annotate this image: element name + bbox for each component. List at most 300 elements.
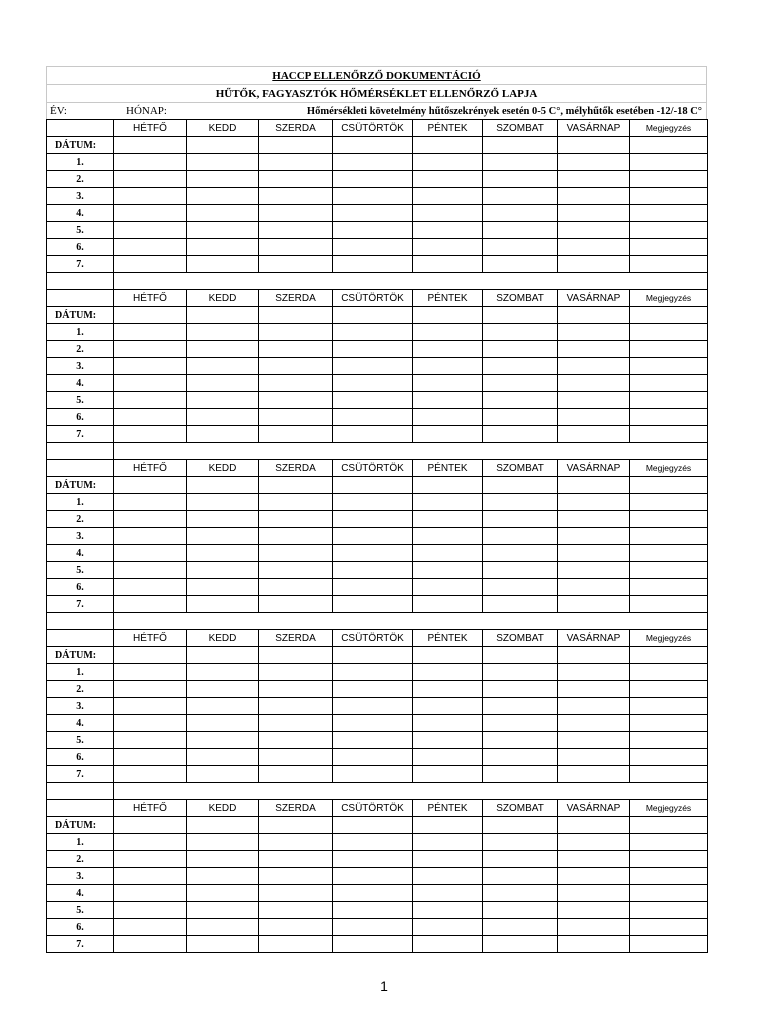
entry-cell[interactable] (558, 562, 630, 579)
entry-cell[interactable] (558, 426, 630, 443)
entry-cell[interactable] (483, 902, 558, 919)
entry-cell[interactable] (187, 545, 259, 562)
entry-cell[interactable] (483, 341, 558, 358)
entry-cell[interactable] (413, 341, 483, 358)
entry-cell[interactable] (333, 868, 413, 885)
entry-cell[interactable] (558, 698, 630, 715)
entry-cell[interactable] (187, 749, 259, 766)
entry-cell[interactable] (333, 426, 413, 443)
entry-cell[interactable] (483, 766, 558, 783)
entry-cell[interactable] (259, 358, 333, 375)
entry-cell[interactable] (630, 545, 708, 562)
entry-cell[interactable] (558, 222, 630, 239)
entry-cell[interactable] (483, 409, 558, 426)
entry-cell[interactable] (630, 596, 708, 613)
entry-cell[interactable] (483, 732, 558, 749)
entry-cell[interactable] (413, 256, 483, 273)
entry-cell[interactable] (558, 545, 630, 562)
entry-cell[interactable] (630, 834, 708, 851)
entry-cell[interactable] (413, 919, 483, 936)
entry-cell[interactable] (114, 749, 187, 766)
entry-cell[interactable] (259, 715, 333, 732)
date-cell[interactable] (114, 647, 187, 664)
entry-cell[interactable] (333, 936, 413, 953)
entry-cell[interactable] (114, 545, 187, 562)
entry-cell[interactable] (333, 919, 413, 936)
date-cell[interactable] (558, 817, 630, 834)
date-cell[interactable] (259, 817, 333, 834)
entry-cell[interactable] (259, 766, 333, 783)
entry-cell[interactable] (333, 579, 413, 596)
entry-cell[interactable] (259, 868, 333, 885)
entry-cell[interactable] (558, 715, 630, 732)
entry-cell[interactable] (630, 324, 708, 341)
entry-cell[interactable] (558, 681, 630, 698)
entry-cell[interactable] (187, 562, 259, 579)
entry-cell[interactable] (483, 188, 558, 205)
entry-cell[interactable] (630, 154, 708, 171)
entry-cell[interactable] (259, 154, 333, 171)
entry-cell[interactable] (333, 885, 413, 902)
entry-cell[interactable] (259, 749, 333, 766)
entry-cell[interactable] (114, 426, 187, 443)
entry-cell[interactable] (413, 664, 483, 681)
entry-cell[interactable] (259, 851, 333, 868)
entry-cell[interactable] (259, 375, 333, 392)
entry-cell[interactable] (187, 188, 259, 205)
entry-cell[interactable] (333, 851, 413, 868)
entry-cell[interactable] (333, 375, 413, 392)
entry-cell[interactable] (333, 596, 413, 613)
date-cell[interactable] (630, 817, 708, 834)
entry-cell[interactable] (483, 579, 558, 596)
entry-cell[interactable] (187, 239, 259, 256)
entry-cell[interactable] (114, 171, 187, 188)
entry-cell[interactable] (114, 409, 187, 426)
entry-cell[interactable] (630, 341, 708, 358)
entry-cell[interactable] (558, 834, 630, 851)
date-cell[interactable] (187, 647, 259, 664)
date-cell[interactable] (333, 307, 413, 324)
entry-cell[interactable] (630, 851, 708, 868)
entry-cell[interactable] (114, 715, 187, 732)
entry-cell[interactable] (333, 341, 413, 358)
entry-cell[interactable] (558, 885, 630, 902)
entry-cell[interactable] (630, 715, 708, 732)
entry-cell[interactable] (483, 715, 558, 732)
entry-cell[interactable] (187, 341, 259, 358)
entry-cell[interactable] (483, 664, 558, 681)
entry-cell[interactable] (187, 715, 259, 732)
entry-cell[interactable] (558, 664, 630, 681)
date-cell[interactable] (333, 137, 413, 154)
entry-cell[interactable] (630, 562, 708, 579)
date-cell[interactable] (333, 477, 413, 494)
entry-cell[interactable] (413, 239, 483, 256)
date-cell[interactable] (259, 477, 333, 494)
entry-cell[interactable] (413, 681, 483, 698)
entry-cell[interactable] (333, 681, 413, 698)
entry-cell[interactable] (630, 528, 708, 545)
entry-cell[interactable] (187, 902, 259, 919)
entry-cell[interactable] (259, 902, 333, 919)
entry-cell[interactable] (630, 919, 708, 936)
entry-cell[interactable] (259, 732, 333, 749)
entry-cell[interactable] (114, 511, 187, 528)
entry-cell[interactable] (413, 902, 483, 919)
date-cell[interactable] (558, 307, 630, 324)
entry-cell[interactable] (259, 426, 333, 443)
entry-cell[interactable] (333, 715, 413, 732)
entry-cell[interactable] (483, 511, 558, 528)
date-cell[interactable] (483, 647, 558, 664)
entry-cell[interactable] (259, 545, 333, 562)
entry-cell[interactable] (558, 919, 630, 936)
entry-cell[interactable] (259, 222, 333, 239)
entry-cell[interactable] (259, 528, 333, 545)
date-cell[interactable] (483, 477, 558, 494)
date-cell[interactable] (630, 477, 708, 494)
entry-cell[interactable] (114, 528, 187, 545)
entry-cell[interactable] (483, 528, 558, 545)
entry-cell[interactable] (333, 511, 413, 528)
entry-cell[interactable] (187, 766, 259, 783)
date-cell[interactable] (413, 647, 483, 664)
entry-cell[interactable] (413, 562, 483, 579)
entry-cell[interactable] (333, 171, 413, 188)
entry-cell[interactable] (558, 902, 630, 919)
entry-cell[interactable] (413, 579, 483, 596)
entry-cell[interactable] (259, 511, 333, 528)
entry-cell[interactable] (413, 868, 483, 885)
entry-cell[interactable] (558, 239, 630, 256)
entry-cell[interactable] (259, 494, 333, 511)
entry-cell[interactable] (558, 341, 630, 358)
entry-cell[interactable] (333, 545, 413, 562)
entry-cell[interactable] (114, 205, 187, 222)
entry-cell[interactable] (413, 154, 483, 171)
entry-cell[interactable] (187, 936, 259, 953)
entry-cell[interactable] (114, 834, 187, 851)
entry-cell[interactable] (259, 834, 333, 851)
entry-cell[interactable] (483, 885, 558, 902)
entry-cell[interactable] (114, 579, 187, 596)
entry-cell[interactable] (187, 885, 259, 902)
entry-cell[interactable] (259, 681, 333, 698)
entry-cell[interactable] (630, 664, 708, 681)
entry-cell[interactable] (558, 154, 630, 171)
entry-cell[interactable] (259, 205, 333, 222)
entry-cell[interactable] (483, 222, 558, 239)
date-cell[interactable] (413, 307, 483, 324)
entry-cell[interactable] (114, 392, 187, 409)
entry-cell[interactable] (558, 732, 630, 749)
entry-cell[interactable] (630, 766, 708, 783)
entry-cell[interactable] (333, 409, 413, 426)
date-cell[interactable] (483, 137, 558, 154)
entry-cell[interactable] (187, 222, 259, 239)
date-cell[interactable] (114, 307, 187, 324)
entry-cell[interactable] (483, 834, 558, 851)
entry-cell[interactable] (413, 358, 483, 375)
entry-cell[interactable] (187, 511, 259, 528)
entry-cell[interactable] (187, 392, 259, 409)
entry-cell[interactable] (413, 222, 483, 239)
entry-cell[interactable] (333, 562, 413, 579)
entry-cell[interactable] (187, 732, 259, 749)
date-cell[interactable] (413, 477, 483, 494)
entry-cell[interactable] (630, 392, 708, 409)
entry-cell[interactable] (114, 188, 187, 205)
entry-cell[interactable] (259, 392, 333, 409)
entry-cell[interactable] (413, 834, 483, 851)
entry-cell[interactable] (114, 596, 187, 613)
entry-cell[interactable] (413, 885, 483, 902)
entry-cell[interactable] (259, 256, 333, 273)
entry-cell[interactable] (413, 375, 483, 392)
entry-cell[interactable] (259, 579, 333, 596)
entry-cell[interactable] (114, 732, 187, 749)
date-cell[interactable] (483, 817, 558, 834)
entry-cell[interactable] (187, 324, 259, 341)
entry-cell[interactable] (333, 732, 413, 749)
entry-cell[interactable] (558, 749, 630, 766)
entry-cell[interactable] (259, 936, 333, 953)
entry-cell[interactable] (630, 681, 708, 698)
entry-cell[interactable] (630, 732, 708, 749)
entry-cell[interactable] (558, 579, 630, 596)
date-cell[interactable] (114, 817, 187, 834)
entry-cell[interactable] (114, 936, 187, 953)
entry-cell[interactable] (259, 664, 333, 681)
entry-cell[interactable] (630, 239, 708, 256)
entry-cell[interactable] (483, 205, 558, 222)
entry-cell[interactable] (630, 885, 708, 902)
entry-cell[interactable] (187, 256, 259, 273)
entry-cell[interactable] (558, 171, 630, 188)
entry-cell[interactable] (114, 919, 187, 936)
entry-cell[interactable] (558, 766, 630, 783)
entry-cell[interactable] (333, 222, 413, 239)
entry-cell[interactable] (630, 936, 708, 953)
date-cell[interactable] (413, 137, 483, 154)
entry-cell[interactable] (187, 698, 259, 715)
entry-cell[interactable] (483, 358, 558, 375)
entry-cell[interactable] (187, 579, 259, 596)
entry-cell[interactable] (333, 698, 413, 715)
entry-cell[interactable] (259, 409, 333, 426)
entry-cell[interactable] (259, 341, 333, 358)
entry-cell[interactable] (558, 868, 630, 885)
entry-cell[interactable] (413, 528, 483, 545)
entry-cell[interactable] (558, 205, 630, 222)
entry-cell[interactable] (483, 562, 558, 579)
entry-cell[interactable] (187, 205, 259, 222)
entry-cell[interactable] (630, 749, 708, 766)
entry-cell[interactable] (483, 324, 558, 341)
date-cell[interactable] (187, 817, 259, 834)
entry-cell[interactable] (483, 375, 558, 392)
entry-cell[interactable] (259, 239, 333, 256)
entry-cell[interactable] (630, 409, 708, 426)
entry-cell[interactable] (187, 154, 259, 171)
entry-cell[interactable] (558, 409, 630, 426)
entry-cell[interactable] (259, 596, 333, 613)
entry-cell[interactable] (333, 256, 413, 273)
entry-cell[interactable] (187, 664, 259, 681)
entry-cell[interactable] (558, 392, 630, 409)
date-cell[interactable] (630, 647, 708, 664)
entry-cell[interactable] (413, 749, 483, 766)
entry-cell[interactable] (187, 426, 259, 443)
entry-cell[interactable] (413, 426, 483, 443)
entry-cell[interactable] (558, 511, 630, 528)
entry-cell[interactable] (114, 902, 187, 919)
entry-cell[interactable] (114, 562, 187, 579)
entry-cell[interactable] (187, 171, 259, 188)
entry-cell[interactable] (333, 324, 413, 341)
entry-cell[interactable] (558, 596, 630, 613)
date-cell[interactable] (259, 307, 333, 324)
entry-cell[interactable] (114, 766, 187, 783)
entry-cell[interactable] (630, 171, 708, 188)
entry-cell[interactable] (630, 426, 708, 443)
entry-cell[interactable] (558, 851, 630, 868)
entry-cell[interactable] (114, 239, 187, 256)
entry-cell[interactable] (187, 358, 259, 375)
entry-cell[interactable] (187, 375, 259, 392)
entry-cell[interactable] (483, 426, 558, 443)
date-cell[interactable] (333, 647, 413, 664)
entry-cell[interactable] (483, 239, 558, 256)
entry-cell[interactable] (333, 528, 413, 545)
entry-cell[interactable] (413, 715, 483, 732)
entry-cell[interactable] (483, 868, 558, 885)
entry-cell[interactable] (413, 936, 483, 953)
entry-cell[interactable] (114, 256, 187, 273)
date-cell[interactable] (630, 307, 708, 324)
entry-cell[interactable] (630, 375, 708, 392)
entry-cell[interactable] (114, 324, 187, 341)
date-cell[interactable] (558, 647, 630, 664)
entry-cell[interactable] (114, 358, 187, 375)
entry-cell[interactable] (558, 358, 630, 375)
entry-cell[interactable] (333, 205, 413, 222)
entry-cell[interactable] (630, 579, 708, 596)
entry-cell[interactable] (114, 868, 187, 885)
date-cell[interactable] (333, 817, 413, 834)
entry-cell[interactable] (558, 528, 630, 545)
entry-cell[interactable] (114, 375, 187, 392)
entry-cell[interactable] (114, 222, 187, 239)
entry-cell[interactable] (630, 698, 708, 715)
entry-cell[interactable] (558, 188, 630, 205)
entry-cell[interactable] (114, 698, 187, 715)
date-cell[interactable] (187, 137, 259, 154)
entry-cell[interactable] (630, 222, 708, 239)
entry-cell[interactable] (483, 596, 558, 613)
entry-cell[interactable] (413, 698, 483, 715)
entry-cell[interactable] (114, 341, 187, 358)
entry-cell[interactable] (333, 749, 413, 766)
entry-cell[interactable] (413, 188, 483, 205)
entry-cell[interactable] (259, 188, 333, 205)
entry-cell[interactable] (187, 494, 259, 511)
entry-cell[interactable] (259, 562, 333, 579)
entry-cell[interactable] (187, 868, 259, 885)
entry-cell[interactable] (413, 596, 483, 613)
entry-cell[interactable] (114, 494, 187, 511)
entry-cell[interactable] (187, 851, 259, 868)
entry-cell[interactable] (259, 698, 333, 715)
entry-cell[interactable] (630, 188, 708, 205)
entry-cell[interactable] (558, 375, 630, 392)
entry-cell[interactable] (333, 902, 413, 919)
entry-cell[interactable] (333, 664, 413, 681)
entry-cell[interactable] (413, 409, 483, 426)
entry-cell[interactable] (259, 324, 333, 341)
date-cell[interactable] (259, 137, 333, 154)
entry-cell[interactable] (413, 851, 483, 868)
entry-cell[interactable] (630, 902, 708, 919)
date-cell[interactable] (483, 307, 558, 324)
entry-cell[interactable] (483, 256, 558, 273)
date-cell[interactable] (630, 137, 708, 154)
entry-cell[interactable] (114, 664, 187, 681)
entry-cell[interactable] (630, 494, 708, 511)
entry-cell[interactable] (187, 528, 259, 545)
entry-cell[interactable] (114, 154, 187, 171)
entry-cell[interactable] (187, 919, 259, 936)
date-cell[interactable] (187, 477, 259, 494)
entry-cell[interactable] (413, 392, 483, 409)
entry-cell[interactable] (333, 766, 413, 783)
entry-cell[interactable] (413, 324, 483, 341)
entry-cell[interactable] (483, 936, 558, 953)
date-cell[interactable] (413, 817, 483, 834)
entry-cell[interactable] (483, 698, 558, 715)
date-cell[interactable] (558, 137, 630, 154)
entry-cell[interactable] (483, 919, 558, 936)
entry-cell[interactable] (483, 851, 558, 868)
date-cell[interactable] (187, 307, 259, 324)
entry-cell[interactable] (333, 358, 413, 375)
entry-cell[interactable] (413, 545, 483, 562)
entry-cell[interactable] (483, 392, 558, 409)
entry-cell[interactable] (187, 834, 259, 851)
entry-cell[interactable] (558, 936, 630, 953)
entry-cell[interactable] (483, 171, 558, 188)
entry-cell[interactable] (483, 749, 558, 766)
entry-cell[interactable] (413, 766, 483, 783)
entry-cell[interactable] (114, 885, 187, 902)
entry-cell[interactable] (114, 851, 187, 868)
entry-cell[interactable] (483, 545, 558, 562)
entry-cell[interactable] (558, 324, 630, 341)
date-cell[interactable] (114, 137, 187, 154)
entry-cell[interactable] (413, 494, 483, 511)
entry-cell[interactable] (630, 511, 708, 528)
entry-cell[interactable] (413, 171, 483, 188)
entry-cell[interactable] (187, 409, 259, 426)
entry-cell[interactable] (259, 171, 333, 188)
entry-cell[interactable] (413, 511, 483, 528)
date-cell[interactable] (114, 477, 187, 494)
entry-cell[interactable] (187, 596, 259, 613)
entry-cell[interactable] (114, 681, 187, 698)
entry-cell[interactable] (333, 188, 413, 205)
entry-cell[interactable] (483, 681, 558, 698)
